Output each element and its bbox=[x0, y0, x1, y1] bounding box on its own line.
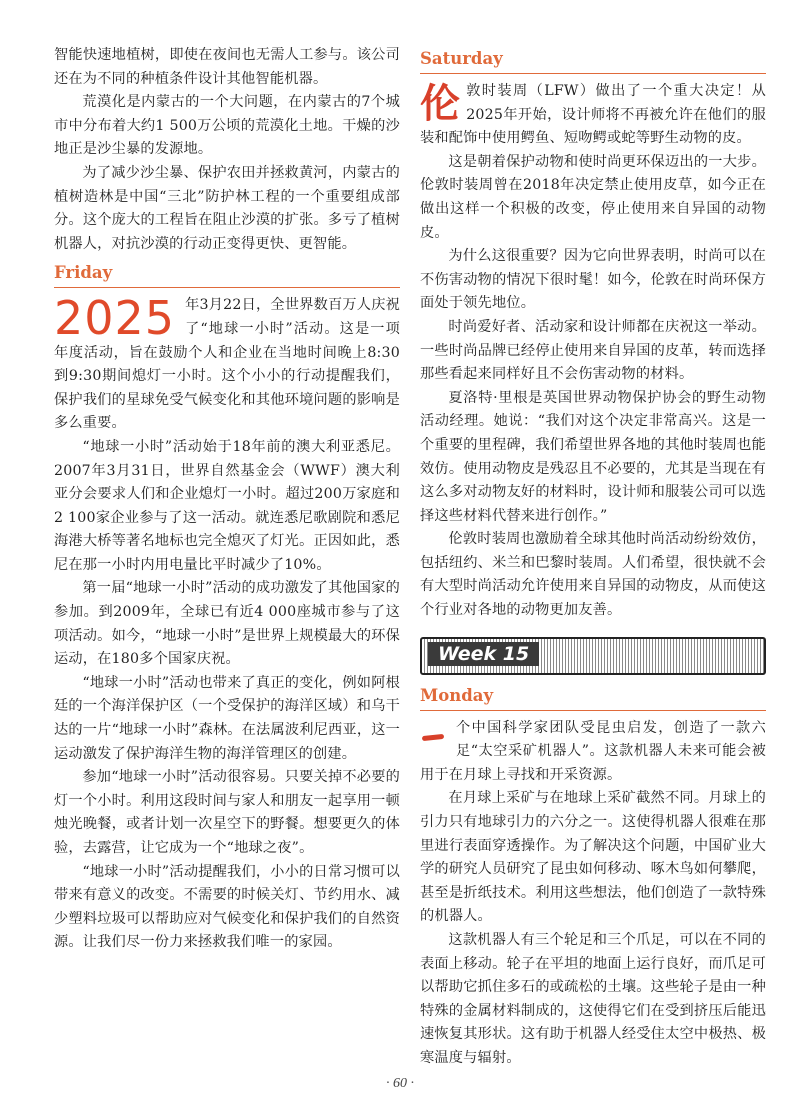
paragraph-friday-intro bbox=[54, 291, 400, 436]
paragraph-saturday-intro bbox=[420, 80, 766, 151]
paragraph: 为什么这很重要？因为它向世界表明，时尚可以在不伤害动物的情况下很时髦！如今，伦敦在时尚环保方面处于领先地位。 bbox=[420, 248, 766, 312]
paragraph-text: 个中国科学家团队受昆虫启发，创造了一款六足“太空采矿机器人”。这款机器人未来可能会被用于在月球上寻找和开采资源。 bbox=[420, 719, 766, 783]
week-banner bbox=[420, 637, 766, 675]
paragraph-text: 敦时装周（LFW）做出了一个重大决定！从2025年开始，设计师将不再被允许在他们的服装和配饰中使用鳄鱼、短吻鳄或蛇等野生动物的皮。 bbox=[420, 83, 766, 147]
paragraph-monday-intro bbox=[420, 717, 766, 788]
left-column bbox=[54, 44, 400, 955]
drop-cap-dash-icon bbox=[420, 717, 448, 757]
right-column bbox=[420, 44, 766, 1071]
paragraph: 伦敦时装周也激励着全球其他时尚活动纷纷效仿，包括纽约、米兰和巴黎时装周。人们希望，很快就不会有大型时尚活动允许使用来自异国的动物皮，从而使这个行业对各地的动物更加友善。 bbox=[420, 531, 766, 619]
paragraph-text: 年3月22日，全世界数百万人庆祝了“地球一小时”活动。这是一项年度活动，旨在鼓励个人和企业在当地时间晚上8:30到9:30期间熄灯一小时。这个小小的行动提醒我们，保护我们的星球免受气候变化和其他环境问题的影响是多么重要。 bbox=[54, 297, 400, 432]
paragraph: 在月球上采矿与在地球上采矿截然不同。月球上的引力只有地球引力的六分之一。这使得机器人很难在那里进行表面穿透操作。为了解决这个问题，中国矿业大学的研究人员研究了昆虫如何移动、啄木鸟如何攀爬，甚至是折纸技术。利用这些想法，他们创造了一款特殊的机器人。 bbox=[420, 790, 766, 925]
week-label: Week 15 bbox=[428, 642, 539, 666]
paragraph: 时尚爱好者、活动家和设计师都在庆祝这一举动。一些时尚品牌已经停止使用来自异国的皮革，转而选择那些看起来同样好且不会伤害动物的材料。 bbox=[420, 318, 766, 383]
drop-cap-character: 伦 bbox=[420, 80, 461, 127]
paragraph: 第一届“地球一小时”活动的成功激发了其他国家的参加。到2009年，全球已有近4 000座城市参与了这项活动。如今，“地球一小时”是世界上规模最大的环保运动，在180多个国家庆祝。 bbox=[54, 580, 400, 668]
paragraph: “地球一小时”活动提醒我们，小小的日常习惯可以带来有意义的改变。不需要的时候关灯、节约用水、减少塑料垃圾可以帮助应对气候变化和保护我们的自然资源。让我们尽一份力来拯救我们唯一的家园。 bbox=[54, 863, 400, 951]
paragraph: 这是朝着保护动物和使时尚更环保迈出的一大步。伦敦时装周曾在2018年决定禁止使用皮草，如今正在做出这样一个积极的改变，停止使用来自异国的动物皮。 bbox=[420, 153, 766, 241]
paragraph: 这款机器人有三个轮足和三个爪足，可以在不同的表面上移动。轮子在平坦的地面上运行良好，而爪足可以帮助它抓住多石的或疏松的土壤。这些轮子是由一种特殊的金属材料制成的，这使得它们在受到挤压后能迅速恢复其形状。这有助于机器人经受住太空中极热、极寒温度与辐射。 bbox=[420, 932, 766, 1066]
drop-cap-year: 2025 bbox=[54, 291, 176, 346]
paragraph: 荒漠化是内蒙古的一个大问题，在内蒙古的7个城市中分布着大约1 500万公顷的荒漠化土地。干燥的沙地正是沙尘暴的发源地。 bbox=[54, 94, 400, 158]
paragraph: 夏洛特·里根是英国世界动物保护协会的野生动物活动经理。她说：“我们对这个决定非常高兴。这是一个重要的里程碑，我们希望世界各地的其他时装周也能效仿。使用动物皮是残忍且不必要的，尤其是当现在有这么多对动物友好的材料时，设计师和服装公司可以选择这些材料代替来进行创作。” bbox=[420, 389, 766, 524]
section-heading-friday: Friday bbox=[54, 262, 400, 288]
paragraph: “地球一小时”活动始于18年前的澳大利亚悉尼。2007年3月31日，世界自然基金会（WWF）澳大利亚分会要求人们和企业熄灯一小时。超过200万家庭和2 100家企业参与了这一活动。就连悉尼歌剧院和悉尼海港大桥等著名地标也完全熄灭了灯光。正因如此，悉尼在那一小时内用电量比平时减少了10%。 bbox=[54, 438, 400, 573]
page-number-value: 60 bbox=[393, 1076, 407, 1091]
paragraph: “地球一小时”活动也带来了真正的变化，例如阿根廷的一个海洋保护区（一个受保护的海洋区域）和乌干达的一片“地球一小时”森林。在法属波利尼西亚，这一运动激发了保护海洋生物的海洋管理区的创建。 bbox=[54, 674, 400, 762]
paragraph: 为了减少沙尘暴、保护农田并拯救黄河，内蒙古的植树造林是中国“三北”防护林工程的一个重要组成部分。这个庞大的工程旨在阻止沙漠的扩张。多亏了植树机器人，对抗沙漠的行动正变得更快、更智能。 bbox=[54, 164, 400, 252]
section-heading-saturday: Saturday bbox=[420, 48, 766, 74]
page-number: · 60 · bbox=[386, 1076, 414, 1091]
paragraph: 智能快速地植树，即使在夜间也无需人工参与。该公司还在为不同的种植条件设计其他智能机器。 bbox=[54, 47, 400, 87]
paragraph: 参加“地球一小时”活动很容易。只要关掉不必要的灯一个小时。利用这段时间与家人和朋友一起享用一顿烛光晚餐，或者计划一次星空下的野餐。想要更久的体验，去露营，让它成为一个“地球之夜”。 bbox=[54, 769, 400, 856]
section-heading-monday: Monday bbox=[420, 685, 766, 711]
